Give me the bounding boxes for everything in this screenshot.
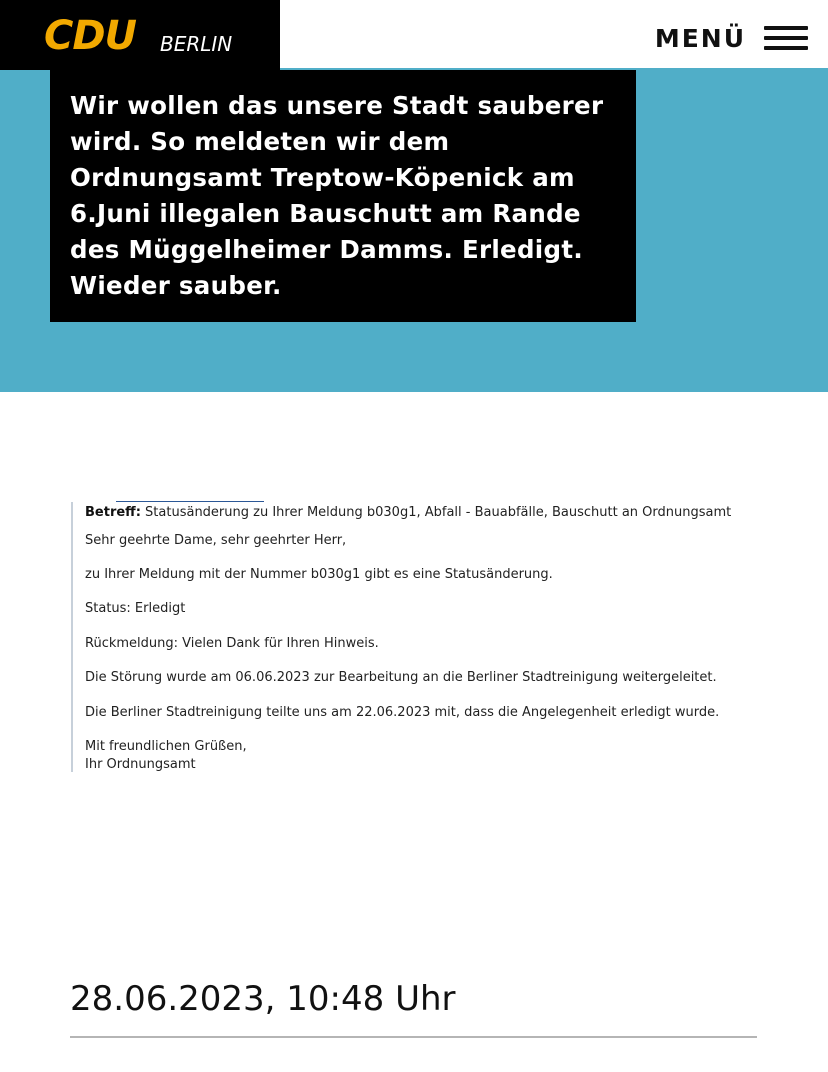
email-subject-underline — [116, 501, 264, 502]
logo-cdu-text: CDU — [44, 13, 137, 59]
site-header — [0, 0, 828, 68]
divider — [70, 1036, 757, 1038]
email-resolved: Die Berliner Stadtreinigung teilte uns am 22.06.2023 mit, dass die Angelegenheit erledigt wurde. — [85, 705, 720, 720]
email-closing: Mit freundlichen Grüßen, — [85, 739, 247, 754]
hero-text-box — [50, 70, 636, 322]
hero-headline: Wir wollen das unsere Stadt sauberer wird. So meldeten wir dem Ordnungsamt Treptow-Köpenick am 6.Juni illegalen Bauschutt am Rande des Müggelheimer Damms. Erledigt. Wieder sauber. — [70, 91, 604, 300]
email-status: Status: Erledigt — [85, 601, 186, 616]
email-subject-text: Statusänderung zu Ihrer Meldung b030g1, Abfall - Bauabfälle, Bauschutt an Ordnungsamt — [145, 505, 732, 520]
cdu-berlin-logo[interactable] — [0, 0, 280, 70]
hamburger-icon — [764, 26, 808, 50]
menu-button[interactable] — [655, 18, 808, 58]
menu-label: MENÜ — [654, 23, 746, 53]
email-intro: zu Ihrer Meldung mit der Nummer b030g1 gibt es eine Statusänderung. — [85, 567, 553, 582]
post-date: 28.06.2023, 10:48 Uhr — [70, 979, 456, 1019]
logo-berlin-text: BERLIN — [160, 32, 233, 56]
email-greeting: Sehr geehrte Dame, sehr geehrter Herr, — [85, 533, 347, 548]
email-feedback: Rückmeldung: Vielen Dank für Ihren Hinweis. — [85, 636, 379, 651]
email-subject-label: Betreff: — [85, 505, 141, 520]
email-subject — [85, 504, 731, 522]
email-forwarded: Die Störung wurde am 06.06.2023 zur Bearbeitung an die Berliner Stadtreinigung weitergeleitet. — [85, 670, 717, 685]
email-screenshot — [71, 502, 771, 772]
email-signature: Ihr Ordnungsamt — [85, 757, 196, 772]
